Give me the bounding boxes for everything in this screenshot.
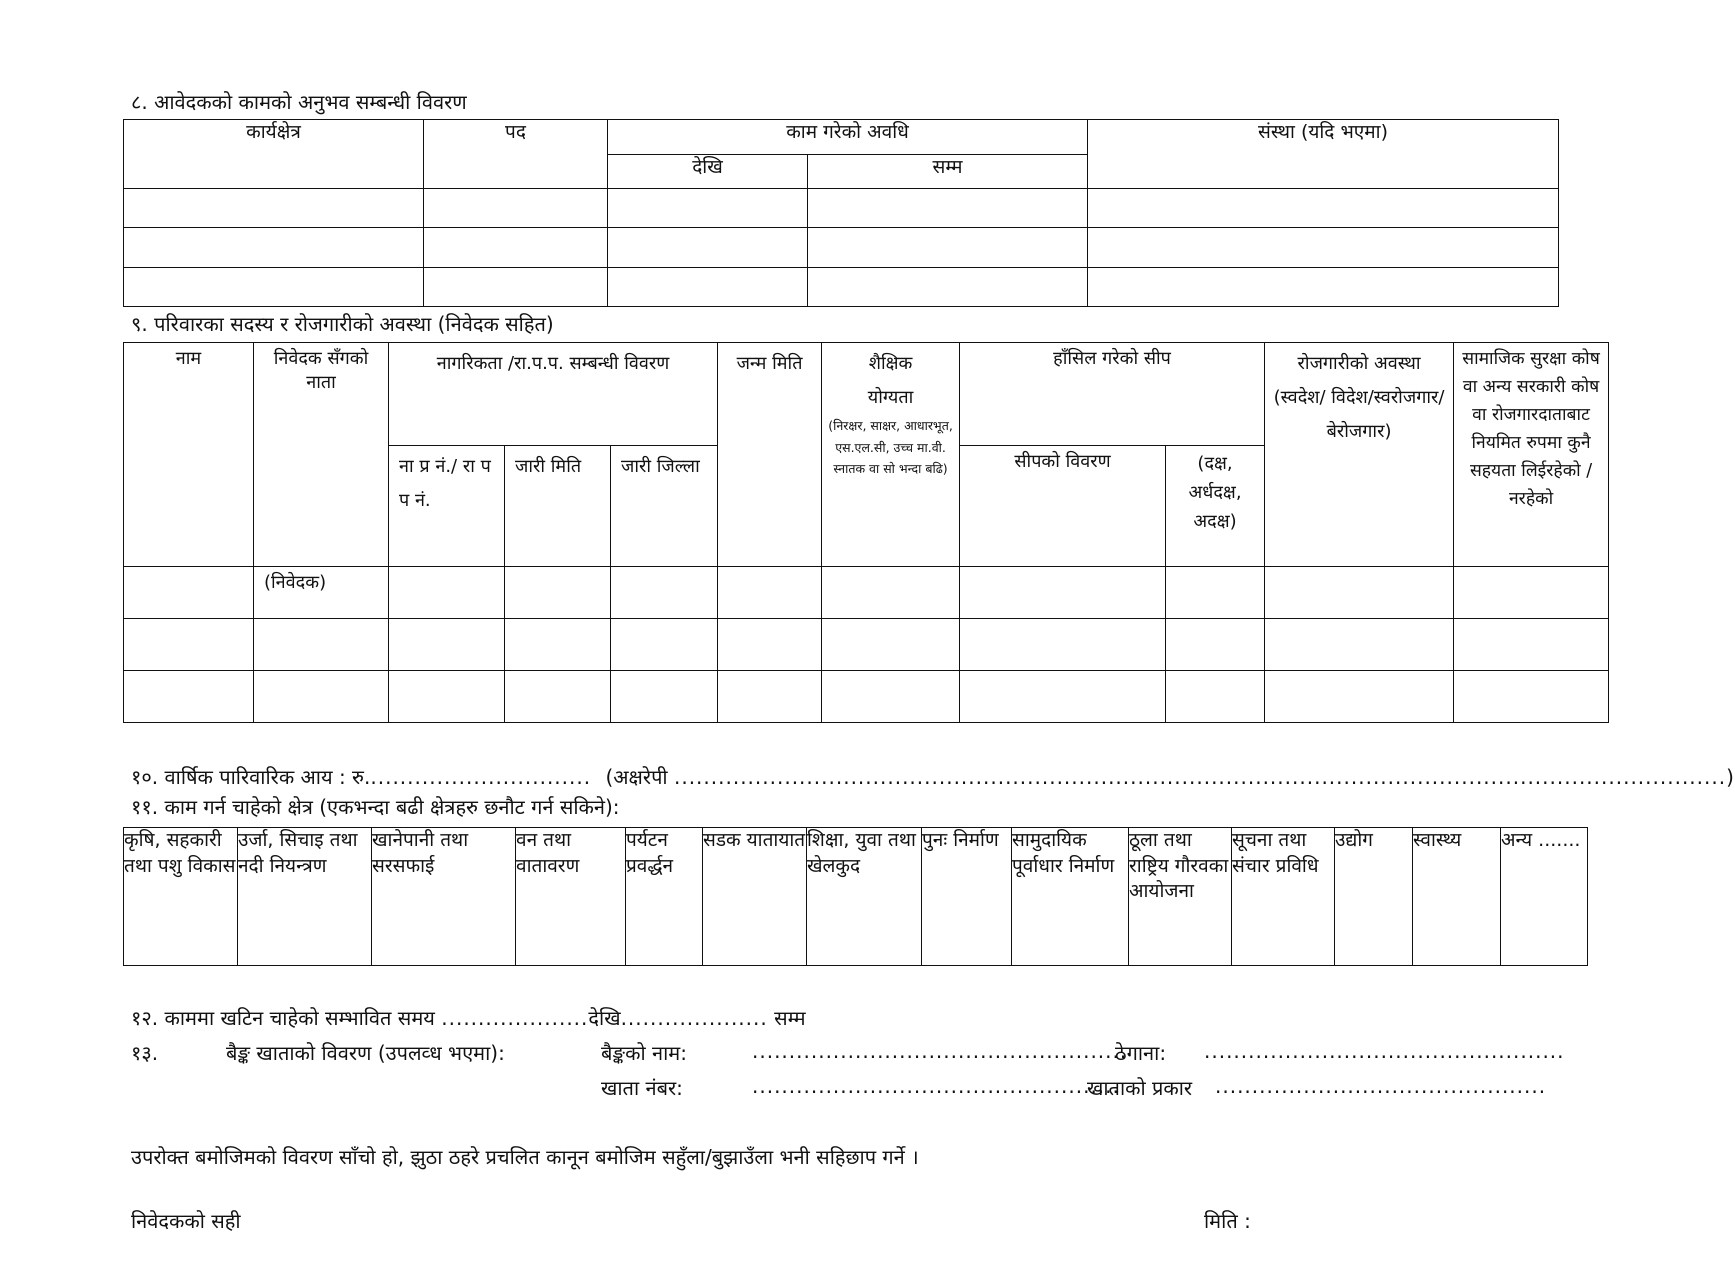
work-period-from-label: देखि [588,1006,621,1030]
cell[interactable] [611,671,718,723]
cell[interactable] [1454,619,1609,671]
work-period-to-field[interactable]: .................... [620,1006,768,1030]
sector-option[interactable]: उर्जा, सिचाइ तथा नदी नियन्त्रण [238,828,372,966]
section13-num: १३. [131,1041,159,1065]
sector-option[interactable]: स्वास्थ्य [1413,828,1501,966]
work-period-to-label: सम्म [774,1006,806,1030]
account-no-field[interactable]: .................................................. [752,1074,1120,1098]
work-sector-table [123,827,1588,966]
account-type-label: खाताको प्रकार [1087,1076,1193,1100]
sector-option[interactable]: शिक्षा, युवा तथा खेलकुद [807,828,922,966]
cell[interactable] [960,619,1166,671]
cell[interactable] [1265,567,1454,619]
post-cell[interactable] [424,268,608,307]
cell[interactable] [1166,619,1265,671]
header-duration: काम गरेको अवधि [608,120,1088,155]
cell[interactable] [1454,671,1609,723]
work-experience-table [123,119,1559,307]
header-citizenship: नागरिकता /रा.प.प. सम्बन्धी विवरण [389,343,718,446]
header-skill-detail: सीपको विवरण [960,446,1166,567]
table-row [124,567,1609,619]
section11-title: ११. काम गर्न चाहेको क्षेत्र (एकभन्दा बढी क्षेत्रहरु छनौट गर्न सकिने): [131,795,620,819]
section12-line [131,1004,806,1031]
field-cell[interactable] [124,268,424,307]
sector-option[interactable]: सडक यातायात [703,828,807,966]
cell[interactable] [1454,567,1609,619]
cell[interactable] [124,619,254,671]
cell[interactable] [611,619,718,671]
cell[interactable] [505,567,611,619]
header-issue-district: जारी जिल्ला [611,446,718,567]
cell[interactable] [124,671,254,723]
post-cell[interactable] [424,228,608,268]
org-cell[interactable] [1088,189,1559,228]
from-cell[interactable] [608,268,808,307]
cell[interactable] [505,619,611,671]
header-issue-date: जारी मिति [505,446,611,567]
cell[interactable] [254,619,389,671]
account-no-label: खाता नंबर: [601,1076,683,1100]
table-row [124,189,1559,228]
cell[interactable] [1166,567,1265,619]
from-cell[interactable] [608,189,808,228]
header-skills: हाँसिल गरेको सीप [960,343,1265,446]
cell[interactable] [611,567,718,619]
sector-option[interactable]: ठूला तथा राष्ट्रिय गौरवका आयोजना [1129,828,1232,966]
sector-option[interactable]: कृषि, सहकारी तथा पशु विकास [124,828,238,966]
header-field: कार्यक्षेत्र [124,120,424,189]
cell[interactable] [822,567,960,619]
header-citizenship-no: ना प्र नं./ रा प प नं. [389,446,505,567]
section10-line [131,763,1735,790]
name-cell[interactable] [124,567,254,619]
cell[interactable] [718,671,822,723]
section8-title: ८. आवेदकको कामको अनुभव सम्बन्धी विवरण [131,90,467,114]
in-words-label: (अक्षरेपी [605,765,668,789]
work-period-from-field[interactable]: .................... [441,1006,589,1030]
org-cell[interactable] [1088,268,1559,307]
to-cell[interactable] [808,228,1088,268]
work-period-label: १२. काममा खटिन चाहेको सम्भावित समय [131,1006,435,1030]
applicant-label: (निवेदक) [254,567,389,619]
header-skill-level: (दक्ष, अर्धदक्ष, अदक्ष) [1166,446,1265,567]
from-cell[interactable] [608,228,808,268]
header-relation: निवेदक सँगको नाता [254,343,389,567]
table-row [124,619,1609,671]
cell[interactable] [822,671,960,723]
bank-name-label: बैङ्कको नाम: [601,1041,687,1065]
field-cell[interactable] [124,228,424,268]
sector-option[interactable]: खानेपानी तथा सरसफाई [372,828,516,966]
table-row [124,671,1609,723]
table-row [124,268,1559,307]
cell[interactable] [718,567,822,619]
section9-title: ९. परिवारका सदस्य र रोजगारीको अवस्था (निवेदक सहित) [131,312,554,336]
header-social-security: सामाजिक सुरक्षा कोष वा अन्य सरकारी कोष वा रोजगारदाताबाट नियमित रुपमा कुनै सहयता लिईरहेको / नरहेको [1454,343,1609,567]
signature-label: निवेदकको सही [131,1209,241,1233]
header-dob: जन्म मिति [718,343,822,567]
education-label: शैक्षिक योग्यता [867,353,914,409]
cell[interactable] [1265,619,1454,671]
field-cell[interactable] [124,189,424,228]
sector-option[interactable]: वन तथा वातावरण [516,828,626,966]
header-name: नाम [124,343,254,567]
header-to: सम्म [808,155,1088,189]
to-cell[interactable] [808,189,1088,228]
declaration-text: उपरोक्त बमोजिमको विवरण साँचो हो, झुठा ठहरे प्रचलित कानून बमोजिम सहुँला/बुझाउँला भनी सहिछाप गर्ने । [131,1145,919,1169]
date-label: मिति : [1204,1209,1251,1233]
cell[interactable] [389,671,505,723]
header-from: देखि [608,155,808,189]
bank-details-label: बैङ्क खाताको विवरण (उपलव्ध भएमा): [226,1041,505,1065]
sector-option[interactable]: पर्यटन प्रवर्द्धन [626,828,703,966]
sector-option[interactable]: उद्योग [1335,828,1413,966]
header-employment: रोजगारीको अवस्था (स्वदेश/ विदेश/स्वरोजगार/ बेरोजगार) [1265,343,1454,567]
cell[interactable] [960,567,1166,619]
bank-name-field[interactable]: ................................................... [752,1039,1128,1063]
account-type-field[interactable]: ............................................. [1215,1074,1547,1098]
cell[interactable] [1265,671,1454,723]
sector-option[interactable]: पुनः निर्माण [922,828,1012,966]
cell[interactable] [960,671,1166,723]
in-words-field[interactable]: ...............................................................................................................................................) [673,765,1735,789]
cell[interactable] [389,619,505,671]
address-field[interactable]: ................................................. [1204,1039,1565,1063]
cell[interactable] [718,619,822,671]
org-cell[interactable] [1088,228,1559,268]
cell[interactable] [389,567,505,619]
education-note: (निरक्षर, साक्षर, आधारभूत, एस.एल.सी, उच्च मा.वी. स्नातक वा सो भन्दा बढि) [828,418,953,476]
sector-option[interactable]: अन्य ....... [1501,828,1588,966]
cell[interactable] [1166,671,1265,723]
post-cell[interactable] [424,189,608,228]
family-members-table [123,342,1609,723]
table-row [124,228,1559,268]
header-post: पद [424,120,608,189]
sector-option[interactable]: सूचना तथा संचार प्रविधि [1232,828,1335,966]
header-education [822,343,960,567]
annual-income-field[interactable]: .............................. [370,765,592,789]
header-organization: संस्था (यदि भएमा) [1088,120,1559,189]
annual-income-label: १०. वार्षिक पारिवारिक आय : रु. [131,765,371,789]
cell[interactable] [822,619,960,671]
to-cell[interactable] [808,268,1088,307]
cell[interactable] [254,671,389,723]
sector-option[interactable]: सामुदायिक पूर्वाधार निर्माण [1012,828,1129,966]
address-label: ठेगाना: [1115,1041,1167,1065]
cell[interactable] [505,671,611,723]
